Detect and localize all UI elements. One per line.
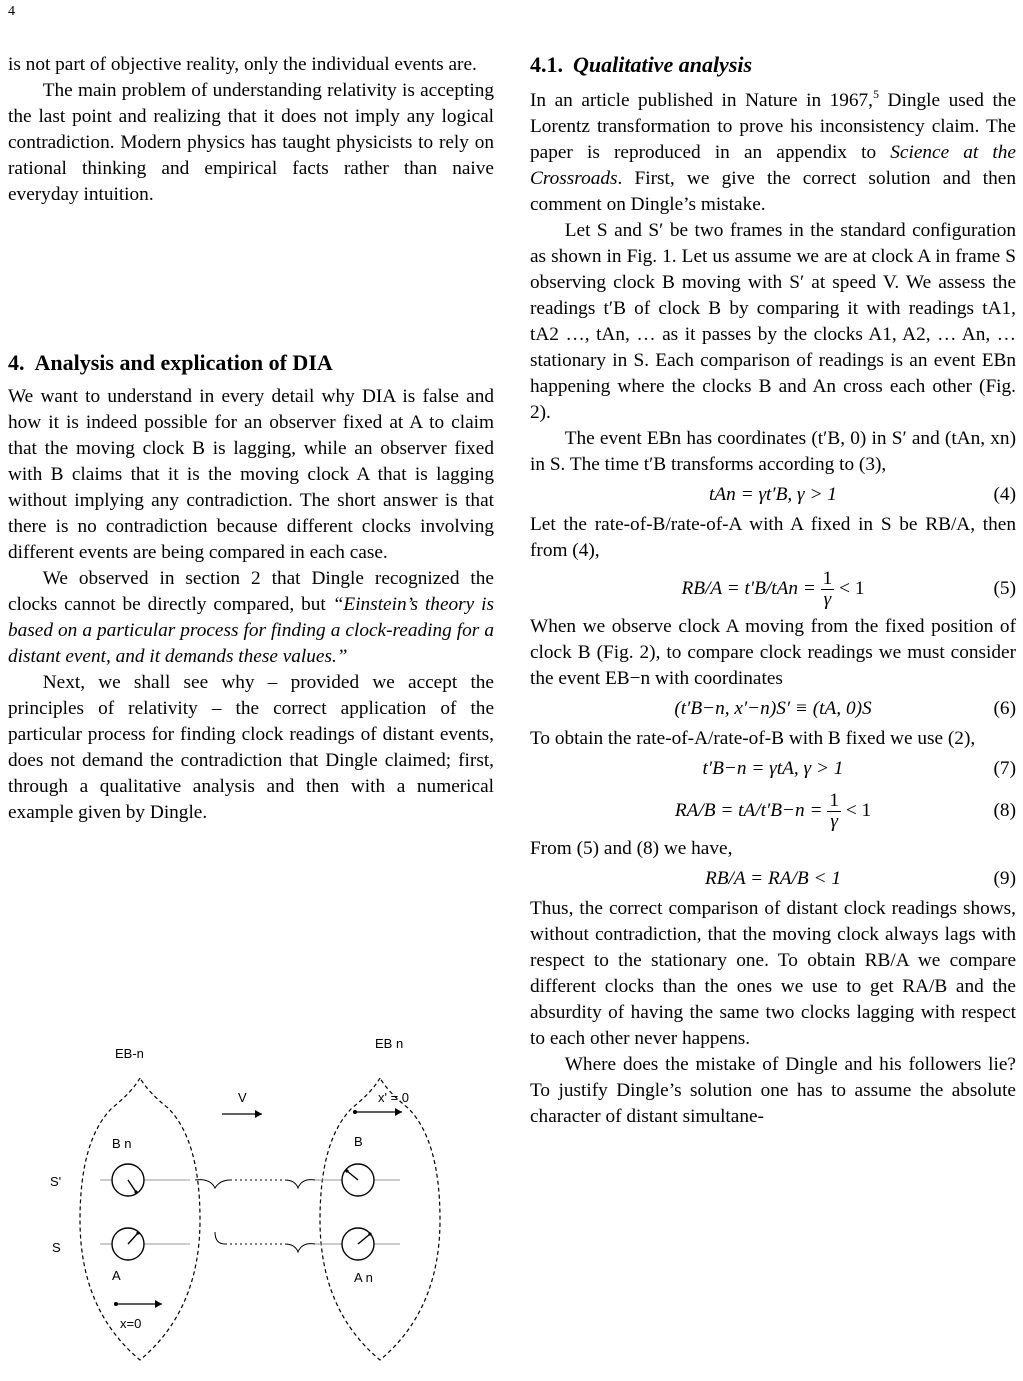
equation-number: (5) bbox=[993, 578, 1016, 599]
label-s: S bbox=[52, 1240, 61, 1255]
paragraph-text: We observed in section 2 that Dingle recognized the clocks cannot be directly compared, but bbox=[8, 568, 494, 615]
equation-8 bbox=[530, 786, 1016, 836]
label-eb-minus-n: EB-n bbox=[115, 1046, 144, 1061]
clock-bn bbox=[112, 1164, 144, 1196]
label-eb-n: EB n bbox=[375, 1036, 404, 1051]
paragraph-text: In an article published in Nature in 1967, bbox=[530, 90, 874, 111]
subsection-title: Qualitative analysis bbox=[573, 52, 753, 77]
dingle-quote: “Einstein’s theory is based on a particular process for finding a clock-reading for a distant event, and it demands these values.” bbox=[8, 594, 494, 667]
equation-body: t′B−n = γtA, γ > 1 bbox=[702, 758, 844, 779]
paragraph: Thus, the correct comparison of distant clock readings shows, without contradiction, that the moving clock always lags with respect to the stationary one. To obtain RB/A we compare different clocks than the ones we use to get RA/B and the absurdity of having the same two clocks lagging with respect to each other never happens. bbox=[530, 898, 1016, 1049]
label-b: B bbox=[354, 1134, 363, 1149]
equation-number: (9) bbox=[993, 868, 1016, 889]
clock-an bbox=[342, 1228, 374, 1260]
equation-number: (7) bbox=[993, 758, 1016, 779]
equation-body bbox=[681, 568, 865, 611]
equation-5 bbox=[530, 564, 1016, 614]
equation-lhs: RA/B = tA/t′B−n = bbox=[674, 800, 823, 821]
equation-number: (4) bbox=[993, 484, 1016, 505]
paragraph: The main problem of understanding relativity is accepting the last point and realizing that it does not imply any logical contradiction. Modern physics has taught physicists to rely on rational thinking and empirical facts rather than naive everyday intuition. bbox=[8, 80, 494, 205]
frame-arrow-right bbox=[353, 1108, 402, 1116]
paragraph: From (5) and (8) we have, bbox=[530, 838, 733, 859]
equation-lhs: RB/A = t′B/tAn = bbox=[681, 578, 816, 599]
paragraph bbox=[530, 88, 1016, 218]
label-an: A n bbox=[354, 1270, 373, 1285]
equation-6 bbox=[530, 692, 1016, 726]
section-number: 4. bbox=[8, 350, 25, 375]
paragraph: Let the rate-of-B/rate-of-A with A fixed in S be RB/A, then from (4), bbox=[530, 514, 1016, 561]
fraction-bottom: γ bbox=[823, 589, 832, 611]
equation-number: (6) bbox=[993, 698, 1016, 719]
clock-a bbox=[112, 1228, 144, 1260]
footnote-marker: 5 bbox=[873, 87, 880, 101]
page-number: 4 bbox=[8, 4, 15, 19]
paragraph: Let S and S′ be two frames in the standard configuration as shown in Fig. 1. Let us assume we are at clock A in frame S observing clock B moving with S′ at speed V. We assess the readings t′B of clock B by comparing it with readings tA1, tA2 …, tAn, … as it passes by the clocks A1, A2, … An, … stationary in S. Each comparison of readings is an event EBn happening where the clocks B and An cross each other (Fig. 2). bbox=[530, 220, 1016, 423]
equation-rhs: < 1 bbox=[839, 578, 865, 599]
fraction-top: 1 bbox=[829, 790, 839, 812]
fraction-bottom: γ bbox=[830, 811, 838, 833]
equation-rhs: < 1 bbox=[845, 800, 872, 821]
paragraph: The event EBn has coordinates (t′B, 0) in S′ and (tAn, xn) in S. The time t′B transforms according to (3), bbox=[530, 428, 1016, 475]
equation-number: (8) bbox=[993, 800, 1016, 821]
clocks-diagram-svg bbox=[40, 1030, 460, 1376]
subsection-number: 4.1. bbox=[530, 52, 563, 77]
label-x: x=0 bbox=[120, 1316, 142, 1331]
label-bn: B n bbox=[112, 1136, 132, 1151]
paragraph: Where does the mistake of Dingle and his followers lie? To justify Dingle’s solution one has to assume the absolute character of distant simultane- bbox=[530, 1054, 1016, 1127]
equation-body bbox=[674, 790, 872, 833]
left-column bbox=[8, 52, 494, 826]
equation-7 bbox=[530, 752, 1016, 786]
fraction-top: 1 bbox=[822, 568, 833, 590]
equation-body: (t′B−n, x′−n)S′ ≡ (tA, 0)S bbox=[674, 698, 872, 719]
paragraph: When we observe clock A moving from the fixed position of clock B (Fig. 2), to compare clock readings we must consider the event EB−n with coordinates bbox=[530, 616, 1016, 689]
paragraph-text: . First, we give the correct solution and then comment on Dingle’s mistake. bbox=[530, 168, 1016, 215]
event-region-right bbox=[320, 1078, 440, 1360]
label-a: A bbox=[112, 1268, 121, 1283]
section-title: Analysis and explication of DIA bbox=[34, 350, 333, 375]
frame-arrow-left bbox=[114, 1300, 162, 1308]
paragraph: is not part of objective reality, only the individual events are. bbox=[8, 54, 477, 75]
section-heading bbox=[8, 350, 494, 376]
book-title: Science at the Crossroads bbox=[530, 142, 1016, 189]
label-v: V bbox=[238, 1090, 247, 1105]
paragraph bbox=[8, 566, 494, 670]
equation-body: tAn = γt′B, γ > 1 bbox=[709, 484, 837, 505]
label-x-prime: x' = 0 bbox=[378, 1090, 410, 1105]
equation-9 bbox=[530, 862, 1016, 896]
right-column bbox=[530, 52, 1016, 1130]
equation-4 bbox=[530, 478, 1016, 512]
paragraph-text: Dingle used the Lorentz transformation to prove his inconsistency claim. The paper is reproduced in an appendix to bbox=[530, 90, 1017, 163]
clock-b bbox=[342, 1164, 374, 1196]
fraction bbox=[821, 569, 835, 610]
paragraph: To obtain the rate-of-A/rate-of-B with B fixed we use (2), bbox=[530, 728, 976, 749]
paragraph: Next, we shall see why – provided we accept the principles of relativity – the correct application of the particular process for finding clock readings of distant events, does not demand the contradiction that Dingle claimed; first, through a qualitative analysis and then with a numerical example given by Dingle. bbox=[8, 672, 494, 823]
figure-clocks-diagram bbox=[40, 1030, 460, 1376]
label-s-prime: S' bbox=[50, 1174, 62, 1189]
paragraph: We want to understand in every detail why DIA is false and how it is indeed possible for an observer fixed at A to claim that the moving clock B is lagging, while an observer fixed with B claims that it is the moving clock A that is lagging without implying any contradiction. The short answer is that there is no contradiction because different clocks involving different events are being compared in each case. bbox=[8, 386, 494, 563]
velocity-arrow bbox=[222, 1110, 262, 1118]
equation-body: RB/A = RA/B < 1 bbox=[705, 868, 841, 889]
subsection-heading bbox=[530, 52, 1016, 78]
fraction bbox=[827, 791, 841, 832]
